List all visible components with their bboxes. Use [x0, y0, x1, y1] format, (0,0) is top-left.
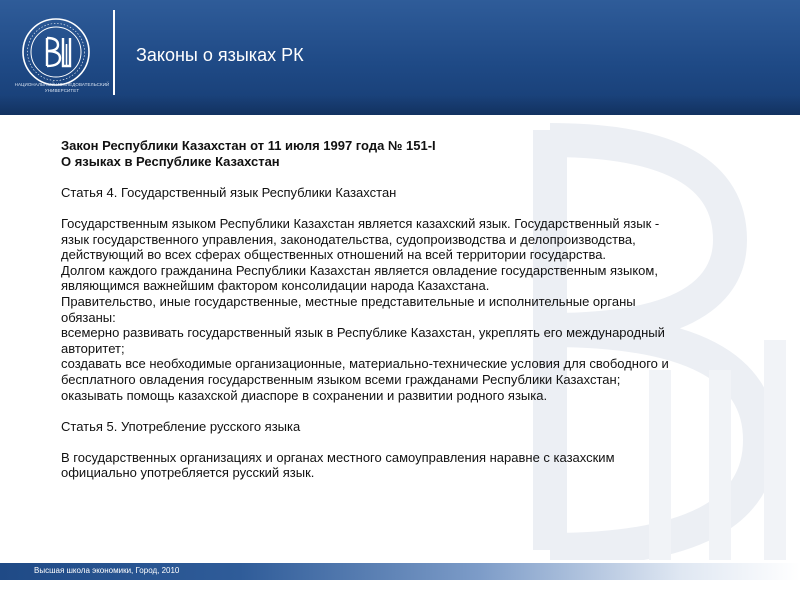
logo-caption-line1: НАЦИОНАЛЬНЫЙ ИССЛЕДОВАТЕЛЬСКИЙ	[14, 82, 110, 87]
article4-line: Государственным языком Республики Казахстан является казахский язык. Государственный язык -	[61, 215, 660, 231]
law-title-line2: О языках в Республике Казахстан	[61, 153, 280, 169]
header-shade	[0, 95, 800, 115]
header-divider	[113, 10, 115, 95]
article4-line: оказывать помощь казахской диаспоре в сохранении и развитии родного языка.	[61, 387, 548, 403]
article4-line: всемерно развивать государственный язык в Республике Казахстан, укреплять его международный	[61, 325, 665, 341]
article4-line: Долгом каждого гражданина Республики Казахстан является овладение государственным языком,	[61, 262, 658, 278]
article5-line: официально употребляется русский язык.	[61, 465, 315, 481]
spacer	[61, 169, 731, 185]
logo-caption	[14, 82, 110, 94]
article4-line: язык государственного управления, законодательства, судопроизводства и делопроизводства,	[61, 231, 636, 247]
article4-line: бесплатного овладения государственным языком всеми гражданами Республики Казахстан;	[61, 371, 621, 387]
article4-line: создавать все необходимые организационные, материально-технические условия для свободного и	[61, 356, 669, 372]
law-title-line1: Закон Республики Казахстан от 11 июля 1997 года № 151-I	[61, 138, 436, 153]
article4-line: действующий во всех сферах общественных отношений на всей территории государства.	[61, 247, 607, 263]
spacer	[61, 434, 731, 450]
article4-heading: Статья 4. Государственный язык Республики Казахстан	[61, 184, 397, 200]
spacer	[61, 200, 731, 216]
slide-header	[0, 0, 800, 115]
article5-line: В государственных организациях и органах местного самоуправления наравне с казахским	[61, 449, 615, 465]
slide-title: Законы о языках РК	[136, 45, 304, 65]
slide-footer	[0, 563, 800, 580]
article4-line: Правительство, иные государственные, местные представительные и исполнительные органы	[61, 293, 636, 309]
article4-line: являющимся важнейшим фактором консолидации народа Казахстана.	[61, 278, 490, 294]
logo-caption-line2: УНИВЕРСИТЕТ	[44, 88, 80, 93]
footer-text: Высшая школа экономики, Город, 2010	[34, 566, 180, 575]
article4-line: обязаны:	[61, 309, 116, 325]
article5-heading: Статья 5. Употребление русского языка	[61, 418, 301, 434]
spacer	[61, 403, 731, 419]
slide-body	[61, 138, 731, 481]
article4-line: авторитет;	[61, 340, 125, 356]
